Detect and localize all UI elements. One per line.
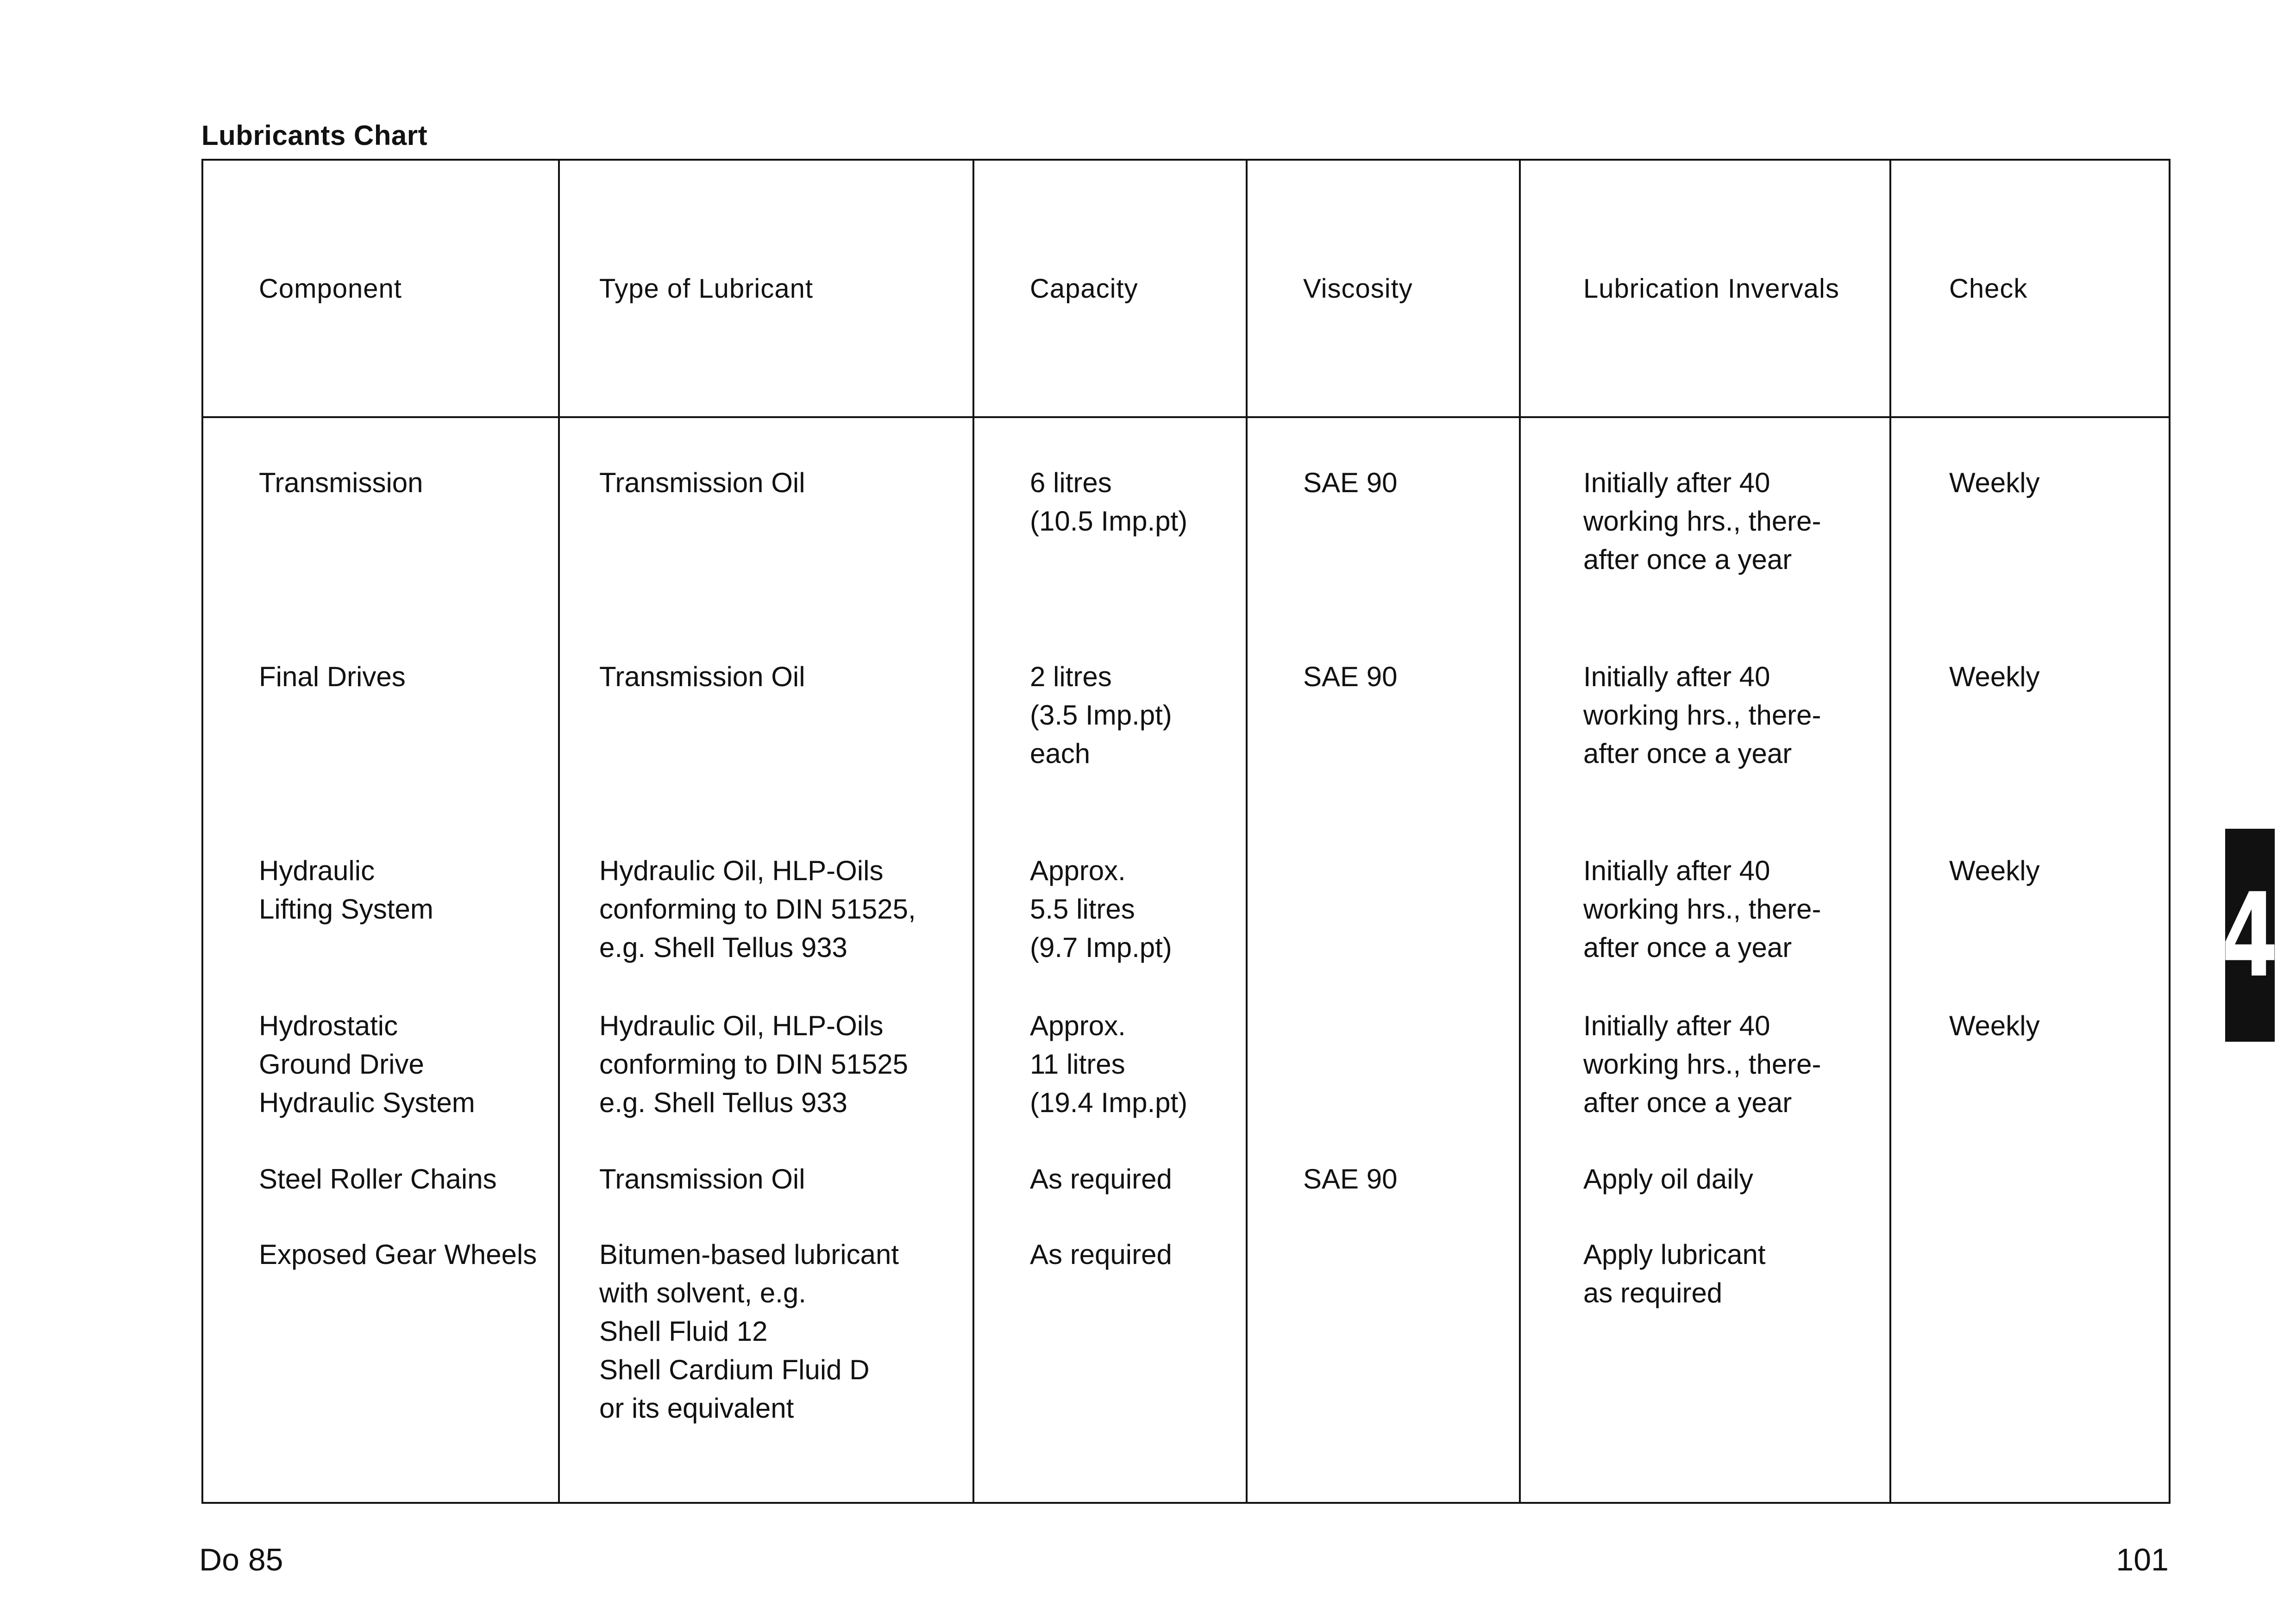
cell-check: Weekly: [1890, 417, 2170, 657]
column-header-lubricant: Type of Lubricant: [559, 160, 973, 417]
cell-lubricant: Transmission Oil: [559, 657, 973, 851]
cell-lubricant: Transmission Oil: [559, 417, 973, 657]
cell-interval: Initially after 40 working hrs., there- after once a year: [1520, 657, 1890, 851]
document-code: Do 85: [199, 1542, 283, 1577]
cell-capacity: 2 litres (3.5 Imp.pt) each: [973, 657, 1247, 851]
cell-capacity: As required: [973, 1160, 1247, 1235]
cell-lubricant: Hydraulic Oil, HLP-Oils conforming to DIN 51525, e.g. Shell Tellus 933: [559, 851, 973, 1007]
cell-component: Hydrostatic Ground Drive Hydraulic System: [202, 1007, 559, 1160]
cell-interval: Initially after 40 working hrs., there- after once a year: [1520, 417, 1890, 657]
section-tab: [2221, 829, 2278, 1042]
cell-interval: Initially after 40 working hrs., there- after once a year: [1520, 851, 1890, 1007]
page-title: Lubricants Chart: [201, 120, 428, 151]
cell-check: Weekly: [1890, 657, 2170, 851]
table-row: [202, 1235, 2170, 1503]
table-row: [202, 417, 2170, 657]
cell-viscosity: SAE 90: [1247, 1160, 1520, 1235]
cell-check: Weekly: [1890, 1007, 2170, 1160]
column-header-capacity: Capacity: [973, 160, 1247, 417]
cell-viscosity: SAE 90: [1247, 657, 1520, 851]
section-tab-number: 4: [2221, 868, 2278, 1003]
column-header-interval: Lubrication Invervals: [1520, 160, 1890, 417]
cell-component: Transmission: [202, 417, 559, 657]
cell-lubricant: Transmission Oil: [559, 1160, 973, 1235]
column-header-check: Check: [1890, 160, 2170, 417]
cell-viscosity: SAE 90: [1247, 417, 1520, 657]
cell-check: Weekly: [1890, 851, 2170, 1007]
table-header-row: [202, 160, 2170, 417]
cell-capacity: As required: [973, 1235, 1247, 1503]
cell-component: Steel Roller Chains: [202, 1160, 559, 1235]
cell-check: [1890, 1235, 2170, 1503]
cell-interval: Apply lubricant as required: [1520, 1235, 1890, 1503]
cell-component: Exposed Gear Wheels: [202, 1235, 559, 1503]
cell-interval: Initially after 40 working hrs., there- after once a year: [1520, 1007, 1890, 1160]
table-row: [202, 657, 2170, 851]
column-header-component: Component: [202, 160, 559, 417]
cell-capacity: Approx. 11 litres (19.4 Imp.pt): [973, 1007, 1247, 1160]
cell-lubricant: Hydraulic Oil, HLP-Oils conforming to DIN 51525 e.g. Shell Tellus 933: [559, 1007, 973, 1160]
cell-capacity: Approx. 5.5 litres (9.7 Imp.pt): [973, 851, 1247, 1007]
table-row: [202, 1007, 2170, 1160]
cell-component: Final Drives: [202, 657, 559, 851]
lubricants-table: [201, 159, 2171, 1504]
cell-component: Hydraulic Lifting System: [202, 851, 559, 1007]
cell-interval: Apply oil daily: [1520, 1160, 1890, 1235]
table-row: [202, 851, 2170, 1007]
cell-viscosity: [1247, 851, 1520, 1007]
column-header-viscosity: Viscosity: [1247, 160, 1520, 417]
cell-check: [1890, 1160, 2170, 1235]
cell-viscosity: [1247, 1235, 1520, 1503]
cell-viscosity: [1247, 1007, 1520, 1160]
table-row: [202, 1160, 2170, 1235]
page-number: 101: [2116, 1542, 2169, 1577]
cell-capacity: 6 litres (10.5 Imp.pt): [973, 417, 1247, 657]
cell-lubricant: Bitumen-based lubricant with solvent, e.g. Shell Fluid 12 Shell Cardium Fluid D or its equivalent: [559, 1235, 973, 1503]
